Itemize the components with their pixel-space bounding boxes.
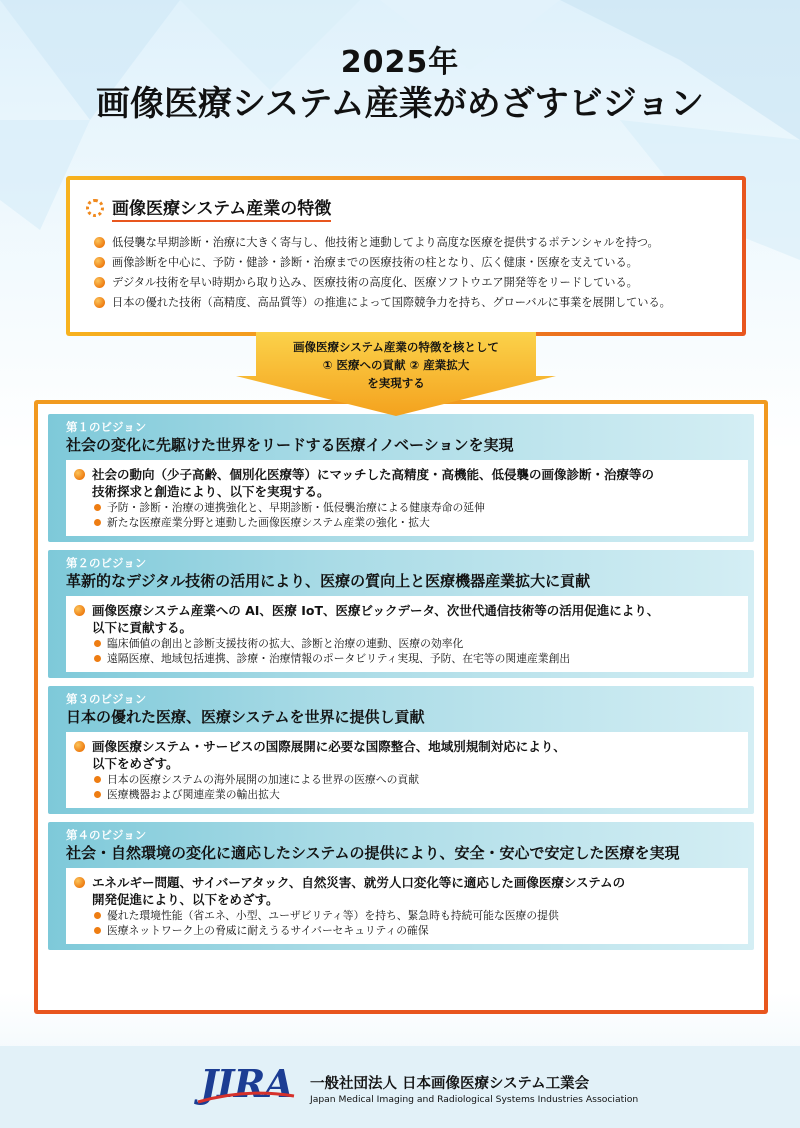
small-bullet-icon (94, 791, 101, 798)
arrow-caption: 画像医療システム産業の特徴を核として ① 医療への貢献 ② 産業拡大 を実現する (293, 340, 499, 390)
vision-card-1 (48, 414, 754, 542)
vision-title: 社会・自然環境の変化に適応したシステムの提供により、安全・安心で安定した医療を実現 (66, 844, 680, 862)
orange-bullet-icon (94, 277, 105, 288)
orange-bullet-icon (74, 741, 85, 752)
vision-main-text: エネルギー問題、サイバーアタック、自然災害、就労人口変化等に適応した画像医療システムの 開発促進により、以下をめざす。 (74, 874, 740, 908)
vision-sub-item: 医療ネットワーク上の脅威に耐えうるサイバーセキュリティの確保 (94, 923, 740, 938)
vision-sub-item: 遠隔医療、地域包括連携、診療・治療情報のポータビリティ実現、予防、在宅等の関連産業創出 (94, 651, 740, 666)
vision-card-4 (48, 822, 754, 950)
feature-item: 低侵襲な早期診断・治療に大きく寄与し、他技術と連動してより高度な医療を提供するポテンシャルを持つ。 (94, 234, 728, 251)
vision-label: 第１のビジョン (66, 420, 147, 434)
vision-card-2 (48, 550, 754, 678)
org-name-jp: 一般社団法人 日本画像医療システム工業会 (310, 1076, 590, 1092)
vision-card-3 (48, 686, 754, 814)
orange-bullet-icon (74, 469, 85, 480)
orange-bullet-icon (94, 257, 105, 268)
vision-sub-item: 臨床価値の創出と診断支援技術の拡大、診断と治療の連動、医療の効率化 (94, 636, 740, 651)
vision-label: 第３のビジョン (66, 692, 147, 706)
vision-title: 日本の優れた医療、医療システムを世界に提供し貢献 (66, 708, 425, 726)
vision-label: 第２のビジョン (66, 556, 147, 570)
features-box (66, 176, 746, 336)
vision-label: 第４のビジョン (66, 828, 147, 842)
features-heading: 画像医療システム産業の特徴 (112, 194, 331, 222)
small-bullet-icon (94, 504, 101, 511)
orange-bullet-icon (74, 877, 85, 888)
visions-box (34, 400, 768, 1014)
small-bullet-icon (94, 640, 101, 647)
feature-item: 日本の優れた技術（高精度、高品質等）の推進によって国際競争力を持ち、グローバルに事業を展開している。 (94, 294, 728, 311)
title-year: 2025年 (340, 45, 460, 80)
vision-main-text: 画像医療システム・サービスの国際展開に必要な国際整合、地域別規制対応により、 以下をめざす。 (74, 738, 740, 772)
vision-sub-item: 予防・診断・治療の連携強化と、早期診断・低侵襲治療による健康寿命の延伸 (94, 500, 740, 515)
title-main: 画像医療システム産業がめざすビジョン (96, 84, 704, 124)
vision-sub-item: 医療機器および関連産業の輸出拡大 (94, 787, 740, 802)
orange-bullet-icon (94, 237, 105, 248)
vision-sub-item: 優れた環境性能（省エネ、小型、ユーザビリティ等）を持ち、緊急時も持続可能な医療の提供 (94, 908, 740, 923)
small-bullet-icon (94, 912, 101, 919)
vision-sub-item: 日本の医療システムの海外展開の加速による世界の医療への貢献 (94, 772, 740, 787)
vision-main-text: 画像医療システム産業への AI、医療 IoT、医療ビックデータ、次世代通信技術等の活用促進により、 以下に貢献する。 (74, 602, 740, 636)
page-title (0, 44, 800, 126)
small-bullet-icon (94, 776, 101, 783)
feature-item: 画像診断を中心に、予防・健診・診断・治療までの医療技術の柱となり、広く健康・医療を支えている。 (94, 254, 728, 271)
vision-sub-item: 新たな医療産業分野と連動した画像医療システム産業の強化・拡大 (94, 515, 740, 530)
vision-title: 社会の変化に先駆けた世界をリードする医療イノベーションを実現 (66, 436, 514, 454)
orange-bullet-icon (94, 297, 105, 308)
logo-swoosh-icon (196, 1090, 296, 1106)
jira-logo: JIRA (200, 1064, 293, 1104)
small-bullet-icon (94, 519, 101, 526)
org-name-en: Japan Medical Imaging and Radiological Systems Industries Association (310, 1094, 639, 1105)
small-bullet-icon (94, 927, 101, 934)
orange-bullet-icon (74, 605, 85, 616)
vision-title: 革新的なデジタル技術の活用により、医療の質向上と医療機器産業拡大に貢献 (66, 572, 591, 590)
vision-main-text: 社会の動向（少子高齢、個別化医療等）にマッチした高精度・高機能、低侵襲の画像診断・治療等の 技術探求と創造により、以下を実現する。 (74, 466, 740, 500)
ring-icon (86, 199, 104, 217)
small-bullet-icon (94, 655, 101, 662)
feature-item: デジタル技術を早い時期から取り込み、医療技術の高度化、医療ソフトウエア開発等をリードしている。 (94, 274, 728, 291)
